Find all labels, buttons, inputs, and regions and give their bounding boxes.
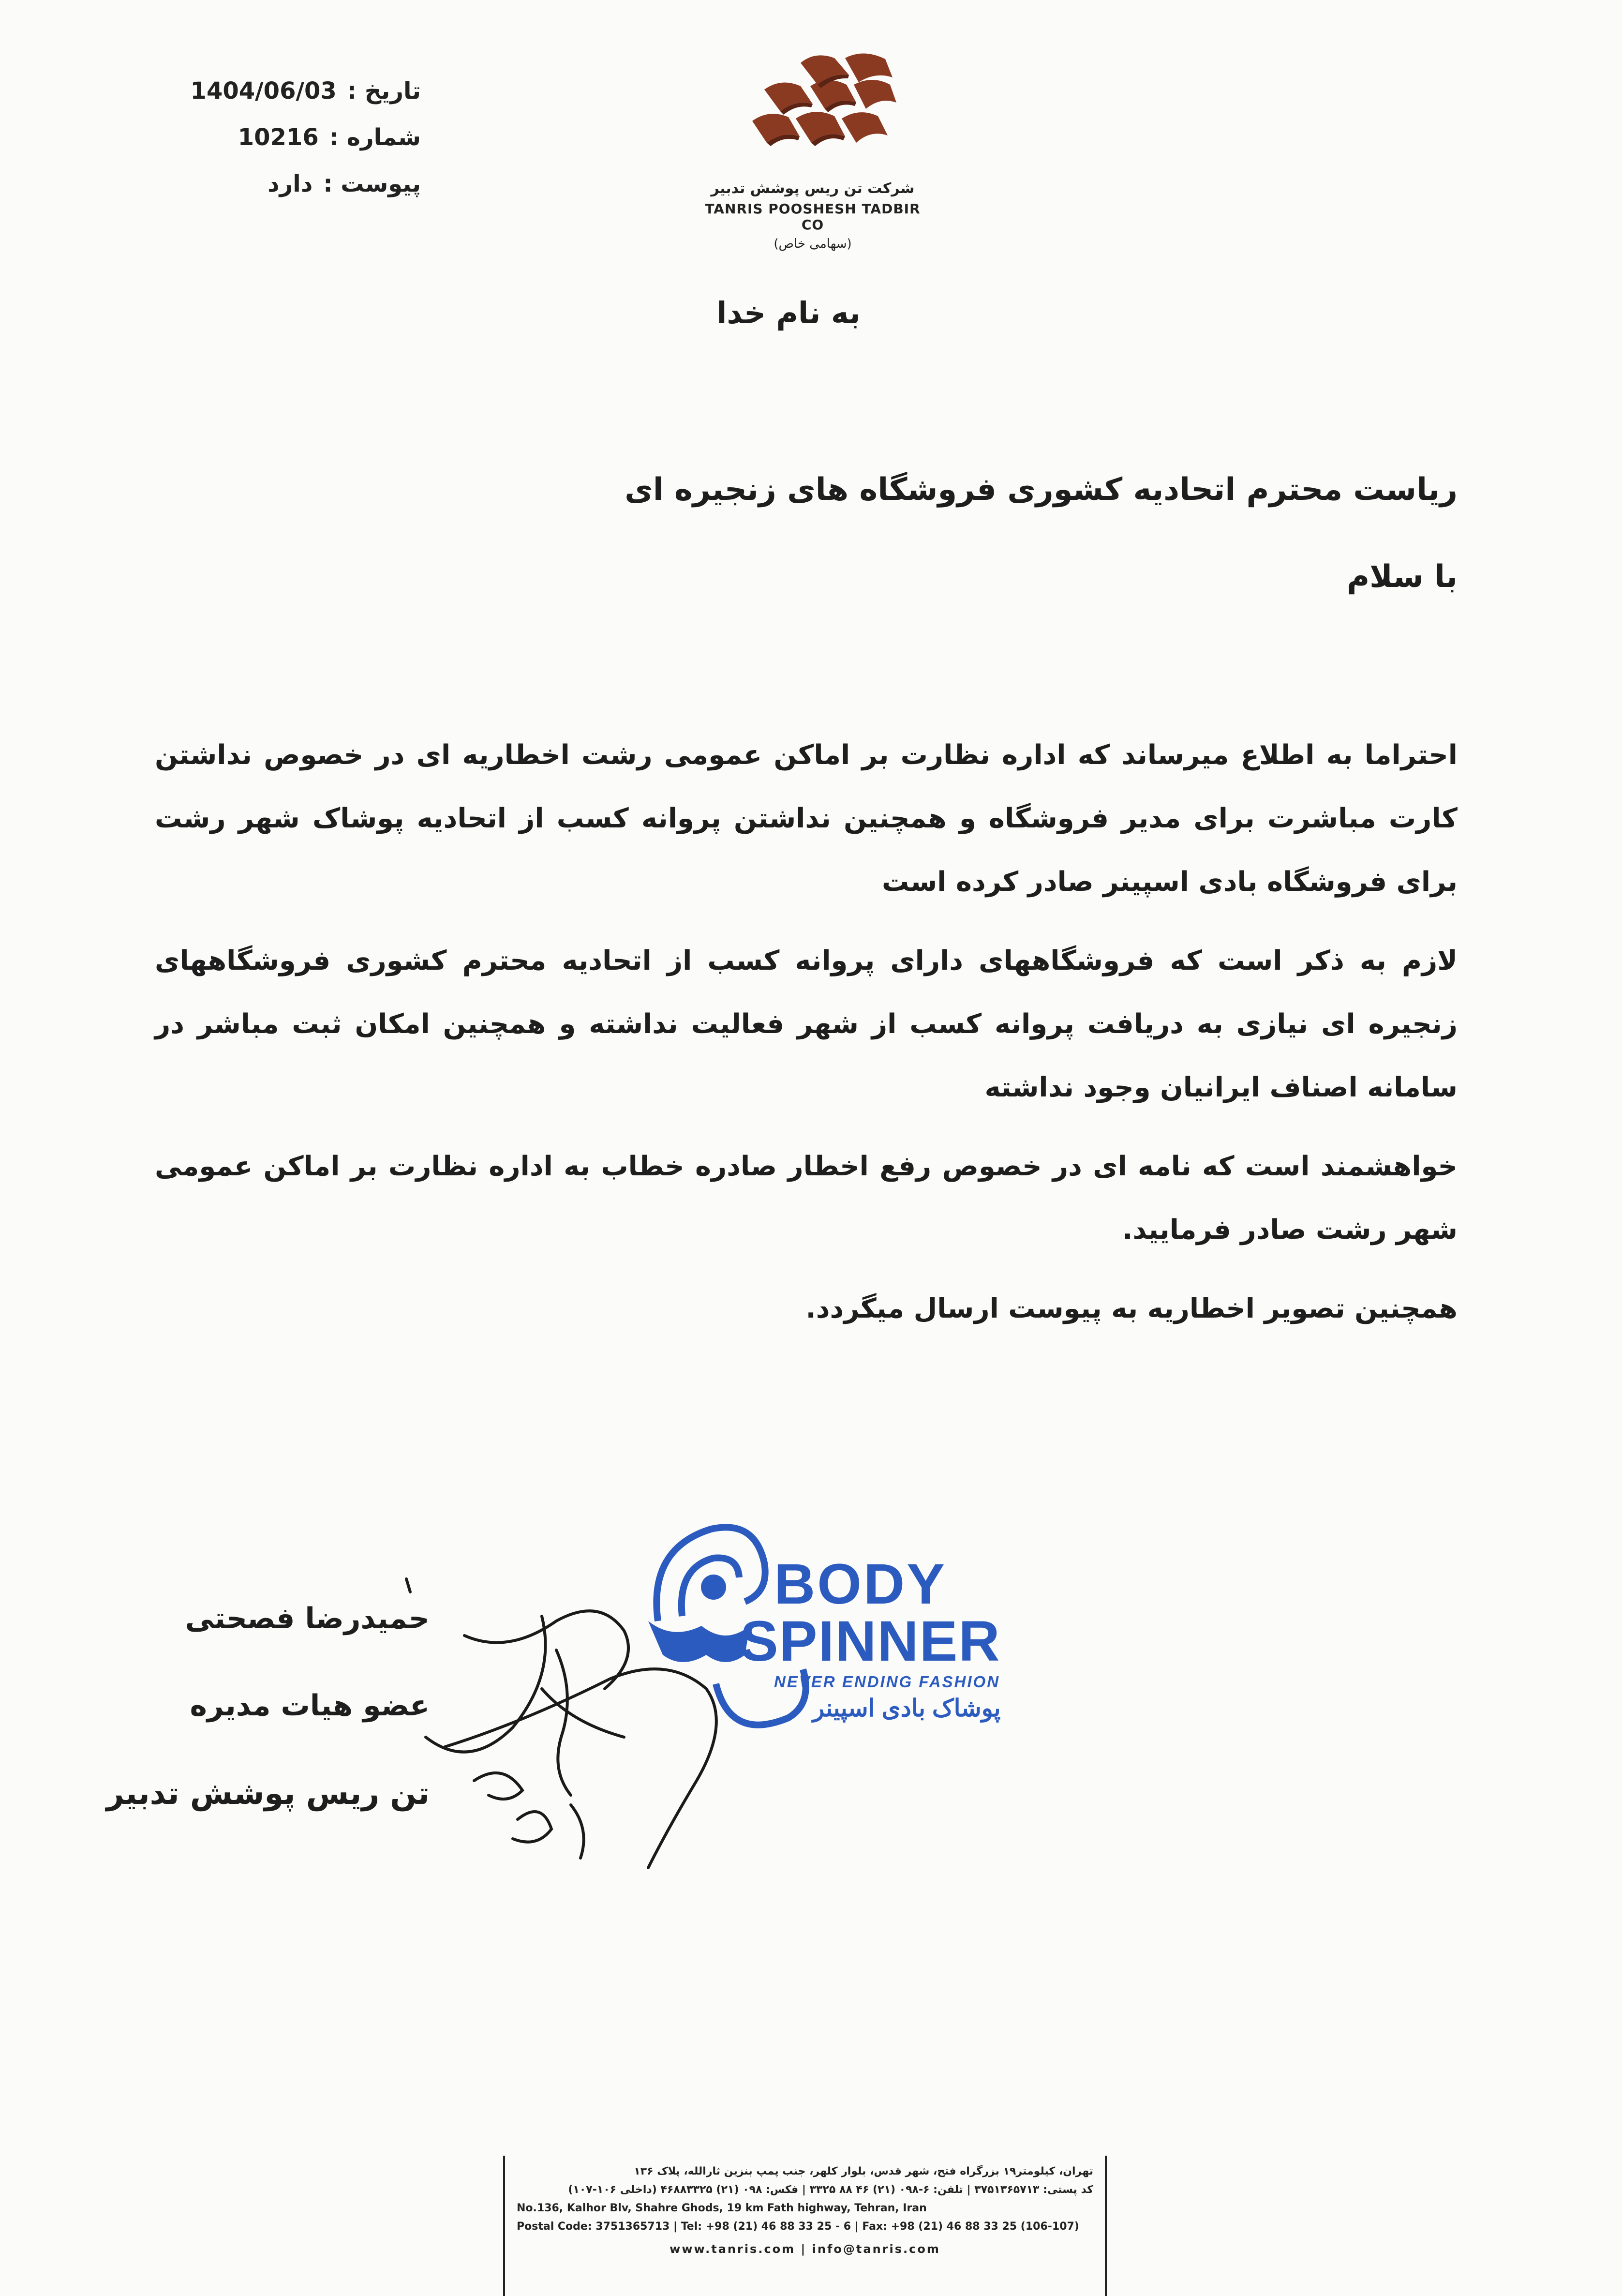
paragraph-2: لازم به ذکر است که فروشگاههای دارای پروانه کسب از اتحادیه محترم کشوری فروشگاههای زنجیره ای نیازی به دریافت پروانه کسب از شهر فعالیت نداشته و همچنین امکان ثبت مباشر در سامانه اصناف ایرانیان وجود نداشته (155, 945, 1458, 1103)
company-logo (697, 48, 929, 251)
handwritten-signature (397, 1577, 764, 1877)
bismillah: به نام خدا (716, 295, 861, 330)
attachment-label: پیوست : (323, 170, 421, 197)
number-row (189, 114, 421, 161)
signer-role: عضو هیات مدیره (190, 1689, 430, 1723)
company-name-fa: شرکت تن ریس پوشش تدبیر (711, 180, 915, 197)
paragraph-3: خواهشمند است که نامه ای در خصوص رفع اخطار صادره خطاب به اداره نظارت بر اماکن عمومی شهر رشت صادر فرمایید. (155, 1151, 1458, 1246)
letter-meta (189, 68, 421, 207)
date-value: 1404/06/03 (190, 77, 337, 105)
stamp-line-body: BODY (774, 1552, 947, 1616)
company-type-fa: (سهامی خاص) (774, 237, 852, 251)
company-logo-icon (718, 48, 907, 169)
footer-contact-fa: کد پستی: ۳۷۵۱۳۶۵۷۱۳ | تلفن: ۶-۰۹۸ (۲۱) ۴۶ ۸۸ ۳۳۲۵ | فکس: ۰۹۸ (۲۱) ۴۶۸۸۳۳۲۵ (داخلی ۱۰۶-۱۰۷) (568, 2184, 1093, 2196)
number-value: 10216 (238, 124, 319, 151)
footer-website: www.tanris.com | info@tanris.com (670, 2242, 940, 2256)
letter-body (155, 723, 1458, 1356)
footer-address-fa: تهران، کیلومتر۱۹ بزرگراه فتح، شهر قدس، بلوار کلهر، جنب پمپ بنزین ثارالله، پلاک ۱۳۶ (634, 2165, 1093, 2177)
greeting: با سلام (1347, 559, 1458, 595)
attachment-row (189, 161, 421, 207)
addressee: ریاست محترم اتحادیه کشوری فروشگاه های زنجیره ای (625, 472, 1458, 508)
footer-address-en: No.136, Kalhor Blv, Shahre Ghods, 19 km Fath highway, Tehran, Iran (517, 2202, 927, 2214)
letter-footer (503, 2156, 1107, 2296)
attachment-value: دارد (268, 170, 313, 197)
paragraph-4: همچنین تصویر اخطاریه به پیوست ارسال میگردد. (805, 1293, 1458, 1324)
signer-name: حمیدرضا فصحتی (185, 1602, 430, 1636)
paragraph-1: احتراما به اطلاع میرساند که اداره نظارت بر اماکن عمومی رشت اخطاریه ای در خصوص نداشتن کارت مباشرت برای مدیر فروشگاه و همچنین نداشتن پروانه کسب از اتحادیه پوشاک شهر رشت برای فروشگاه بادی اسپینر صادر کرده است (155, 739, 1458, 898)
stamp-fa: پوشاک بادی اسپینر (812, 1695, 1001, 1722)
date-label: تاریخ : (347, 77, 421, 105)
date-row (189, 68, 421, 114)
number-label: شماره : (329, 124, 421, 151)
stamp-text (740, 1552, 1001, 1722)
stamp-line-spinner: SPINNER (740, 1609, 1001, 1673)
footer-contact-en: Postal Code: 3751365713 | Tel: +98 (21) 46 88 33 25 - 6 | Fax: +98 (21) 46 88 33 25 (106-107) (517, 2221, 1079, 2233)
signer-org: تن ریس پوشش تدبیر (106, 1776, 430, 1812)
company-name-en: TANRIS POOSHESH TADBIR CO (705, 201, 921, 233)
stamp-tagline: NEVER ENDING FASHION (774, 1673, 1000, 1691)
